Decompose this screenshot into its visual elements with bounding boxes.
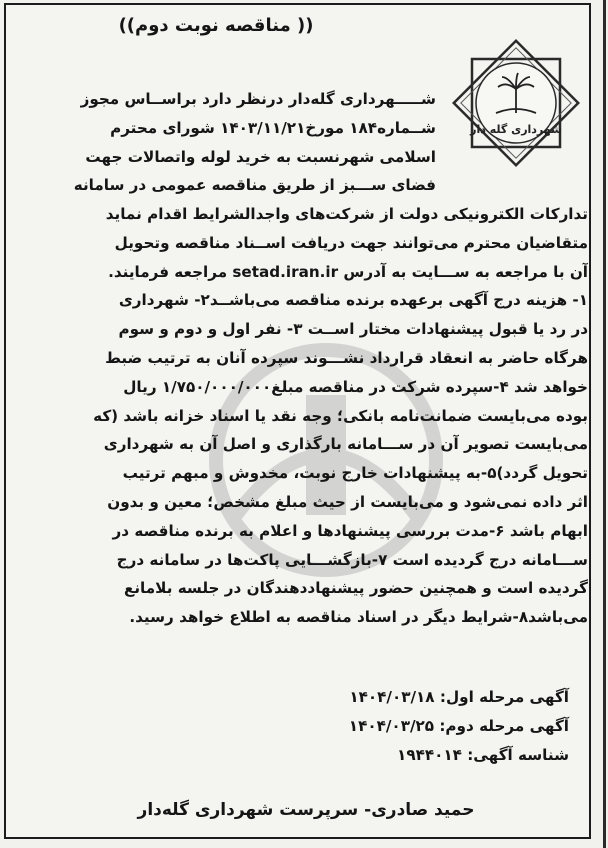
notice-line: ۱- هزینه درج آگهی برعهده برنده مناقصه می‌باشــد۲- شهرداری	[118, 291, 588, 310]
notice-line: خواهد شد ۴-سپرده شرکت در مناقصه مبلغ۱/۷۵۰/۰۰۰/۰۰۰ ریال	[123, 377, 588, 396]
notice-line: تحویل گردد)۵-به پیشنهادات خارج نوبت، مخدوش و مبهم ترتیب	[122, 464, 588, 483]
notice-title: (( مناقصه نوبت دوم))	[118, 15, 314, 36]
notice-line: می‌باشد۸-شرایط دیگر در اسناد مناقصه به اطلاع خواهد رسید.	[129, 608, 588, 627]
notice-line: متقاضیان محترم می‌توانند جهت دریافت اســناد مناقصه وتحویل	[114, 233, 588, 252]
notice-line: بوده می‌بایست ضمانت‌نامه بانکی؛ وجه نقد یا اسناد خزانه باشد (که	[93, 406, 588, 425]
notice-intro-paragraph	[24, 85, 436, 200]
notice-id: شناسه آگهی: ۱۹۴۴۰۱۴	[397, 746, 569, 764]
notice-line: اثر داده نمی‌شود و می‌بایست از حیث مبلغ مشخص؛ معین و بدون	[107, 492, 588, 511]
notice-line: ابهام باشد ۶-مدت بررسی پیشنهادها و اعلام به برنده مناقصه در	[112, 521, 588, 540]
notice-line: ســـامانه درج گردیده است ۷-بازگشـــایی پاکت‌ها در سامانه درج	[116, 550, 588, 569]
municipality-logo	[446, 31, 586, 175]
notice-line: می‌بایست تصویر آن در ســـامانه بارگذاری و اصل آن به شهرداری	[103, 435, 588, 454]
notice-line: آن با مراجعه به ســـایت به آدرس setad.iran.ir مراجعه فرمایند.	[108, 262, 588, 281]
notice-frame	[4, 3, 591, 839]
notice-line: فضای ســـبز از طریق مناقصه عمومی در سامانه	[73, 176, 436, 195]
second-stage-date: آگهی مرحله دوم: ۱۴۰۴/۰۳/۲۵	[348, 717, 569, 735]
notice-line: شــماره۱۸۴ مورخ۱۴۰۳/۱۱/۲۱ شورای محترم	[110, 118, 436, 137]
notice-line: تدارکات الکترونیکی دولت از شرکت‌های واجدالشرایط اقدام نماید	[105, 205, 588, 223]
notice-line: گردیده است و همچنین حضور پیشنهاددهندگان در جلسه بلامانع	[123, 579, 588, 598]
notice-line: در رد یا قبول پیشنهادات مختار اســت ۳- نفر اول و دوم و سوم	[118, 320, 588, 339]
notice-line: شـــــهرداری گله‌دار درنظر دارد براســاس مجوز	[80, 90, 436, 108]
logo-label: شهرداری گله دار	[470, 123, 562, 136]
notice-body-paragraph	[24, 200, 588, 632]
first-stage-date: آگهی مرحله اول: ۱۴۰۴/۰۳/۱۸	[349, 688, 569, 706]
notice-line: اسلامی شهرنسبت به خرید لوله واتصالات جهت	[85, 147, 436, 166]
page-edge-rule	[603, 0, 606, 848]
signature: حمید صادری- سرپرست شهرداری گله‌دار	[137, 800, 475, 820]
notice-line: هرگاه حاضر به انعقاد قرارداد نشـــوند سپرده آنان به ترتیب ضبط	[105, 348, 588, 367]
